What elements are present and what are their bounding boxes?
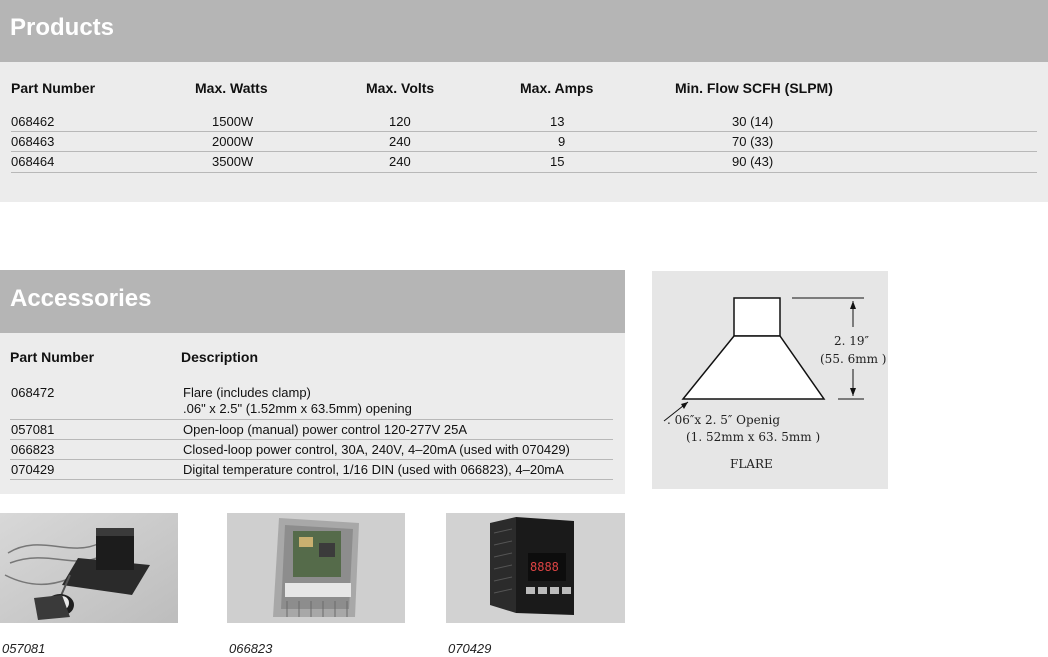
photo-open-loop-power-control <box>0 513 178 623</box>
accessories-header-part-number: Part Number <box>10 349 95 365</box>
products-cell-amps: 13 <box>550 114 565 129</box>
svg-text:8888: 8888 <box>530 560 559 574</box>
accessories-row-divider <box>10 459 613 460</box>
flare-height-metric: (55. 6mm ) <box>820 352 887 366</box>
accessories-cell-description: Closed-loop power control, 30A, 240V, 4–20mA (used with 070429) <box>183 442 570 457</box>
flare-opening-label: . 06″x 2. 5″ Openig <box>667 413 781 427</box>
accessories-cell-part: 066823 <box>11 442 55 457</box>
products-header-max-watts: Max. Watts <box>195 80 268 96</box>
accessories-cell-part: 070429 <box>11 462 55 477</box>
products-cell-volts: 240 <box>389 134 411 149</box>
products-row-divider <box>11 151 1037 152</box>
products-cell-amps: 15 <box>550 154 565 169</box>
accessories-cell-description: Flare (includes clamp) <box>183 385 311 400</box>
products-cell-volts: 120 <box>389 114 411 129</box>
accessories-cell-description: Digital temperature control, 1/16 DIN (used with 066823), 4–20mA <box>183 462 564 477</box>
products-section <box>0 0 1048 202</box>
flare-height-label: 2. 19″ <box>834 334 870 348</box>
flare-caption: FLARE <box>730 457 773 471</box>
products-header-part-number: Part Number <box>11 80 96 96</box>
products-row-divider <box>11 172 1037 173</box>
products-header-min-flow: Min. Flow SCFH (SLPM) <box>675 80 833 96</box>
products-cell-watts: 2000W <box>212 134 254 149</box>
photo-caption-057081: 057081 <box>2 641 46 656</box>
accessories-cell-part: 068472 <box>11 385 55 400</box>
accessories-section <box>0 270 625 494</box>
products-cell-watts: 3500W <box>212 154 254 169</box>
accessories-row-divider <box>10 439 613 440</box>
accessories-title: Accessories <box>0 270 625 333</box>
accessories-cell-description: Open-loop (manual) power control 120-277V 25A <box>183 422 468 437</box>
products-cell-watts: 1500W <box>212 114 254 129</box>
products-row-divider <box>11 131 1037 132</box>
photo-closed-loop-power-control <box>227 513 405 623</box>
products-cell-flow: 30 (14) <box>732 114 774 129</box>
products-cell-part: 068463 <box>11 134 55 149</box>
products-title: Products <box>0 0 1048 62</box>
accessories-cell-part: 057081 <box>11 422 55 437</box>
products-cell-flow: 90 (43) <box>732 154 774 169</box>
products-cell-amps: 9 <box>558 134 566 149</box>
accessories-cell-description-line2: .06" x 2.5" (1.52mm x 63.5mm) opening <box>183 401 412 416</box>
products-cell-volts: 240 <box>389 154 411 169</box>
products-cell-part: 068464 <box>11 154 55 169</box>
accessories-row-divider <box>10 479 613 480</box>
photo-caption-066823: 066823 <box>229 641 273 656</box>
accessories-row-divider <box>10 419 613 420</box>
products-cell-part: 068462 <box>11 114 55 129</box>
products-cell-flow: 70 (33) <box>732 134 774 149</box>
accessories-header-description: Description <box>181 349 259 365</box>
photo-digital-temperature-control <box>446 513 625 623</box>
flare-diagram <box>652 271 888 489</box>
products-header-max-volts: Max. Volts <box>366 80 435 96</box>
products-header-max-amps: Max. Amps <box>520 80 594 96</box>
photo-caption-070429: 070429 <box>448 641 492 656</box>
flare-opening-metric: (1. 52mm x 63. 5mm ) <box>686 430 821 444</box>
